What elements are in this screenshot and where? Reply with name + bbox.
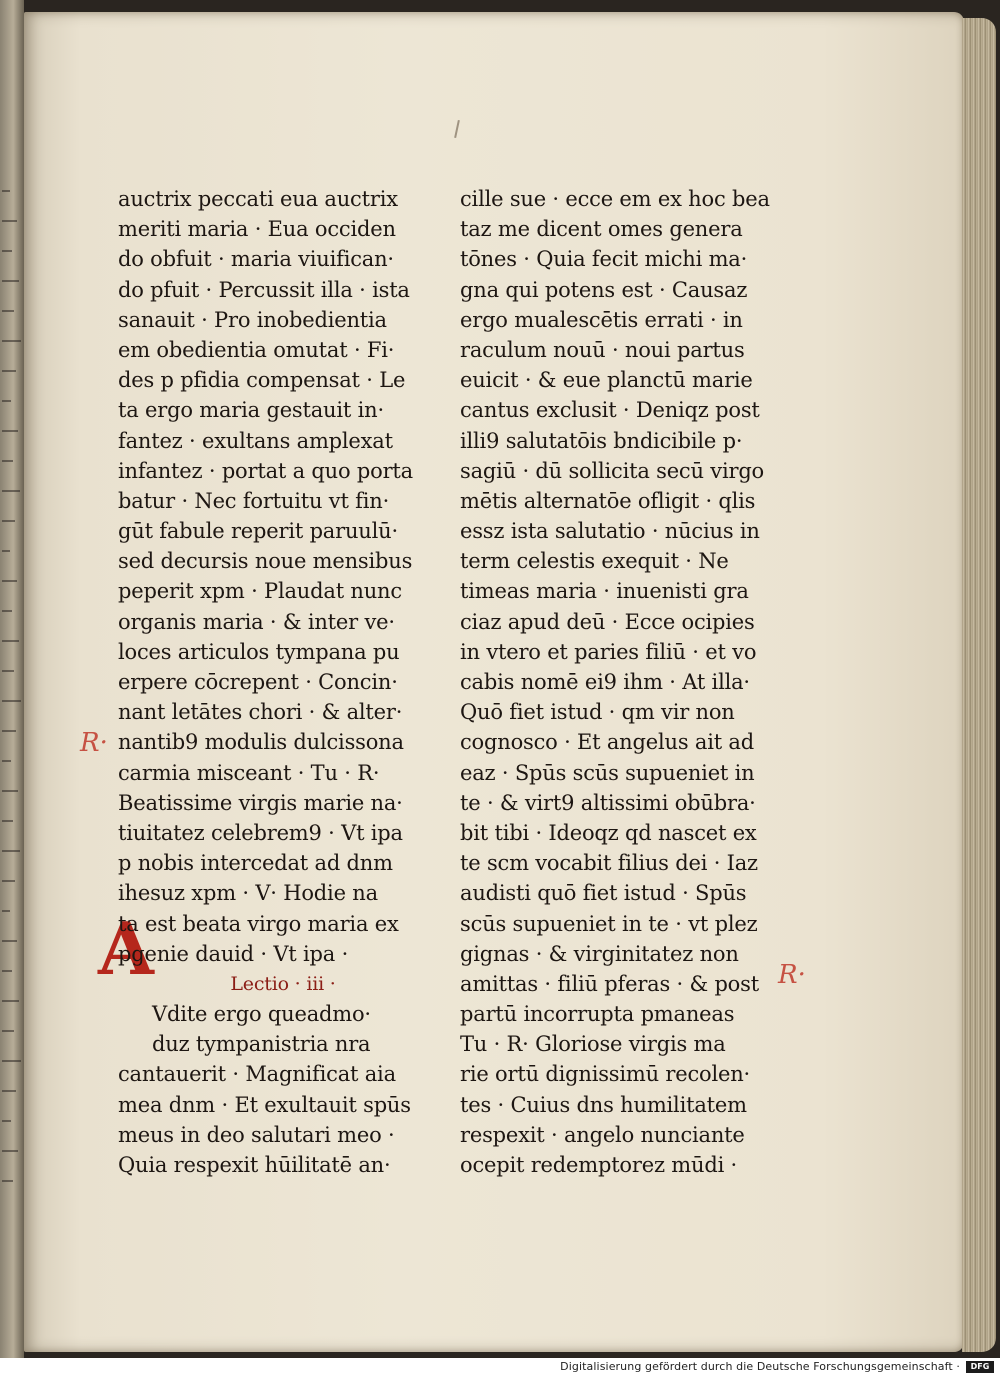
- text-line: gūt fabule reperit paruulū·: [118, 519, 398, 544]
- facing-page-text-stub: [2, 460, 13, 462]
- facing-page-text-stub: [2, 190, 10, 192]
- text-line: cognosco · Et angelus ait ad: [460, 730, 754, 755]
- text-line: sanauit · Pro inobedientia: [118, 307, 387, 332]
- text-line: tōnes · Quia fecit michi ma·: [460, 247, 748, 272]
- text-line: term celestis exequit · Ne: [460, 549, 729, 574]
- text-line: tes · Cuius dns humilitatem: [460, 1092, 747, 1117]
- text-line: te scm vocabit filius dei · Iaz: [460, 851, 758, 876]
- text-line: taz me dicent omes genera: [460, 217, 743, 242]
- facing-page-edge: [0, 0, 24, 1358]
- text-line: tiuitatez celebrem9 · Vt ipa: [118, 820, 403, 845]
- facing-page-text-stub: [2, 340, 21, 342]
- text-line: peperit xpm · Plaudat nunc: [118, 579, 402, 604]
- facing-page-text-stub: [2, 1000, 19, 1002]
- text-line: auctrix peccati eua auctrix: [118, 187, 398, 211]
- left-margin-rubric-mark: R·: [80, 728, 108, 758]
- text-line: scūs supueniet in te · vt plez: [460, 911, 758, 936]
- text-line: eaz · Spūs scūs supueniet in: [460, 760, 755, 785]
- text-line: ocepit redemptorez mūdi ·: [460, 1153, 738, 1177]
- text-line: partū incorrupta pmaneas: [460, 1002, 735, 1027]
- text-line: sed decursis noue mensibus: [118, 549, 413, 574]
- facing-page-text-stub: [2, 910, 10, 912]
- right-text-column: [460, 184, 790, 1180]
- facing-page-text-stub: [2, 550, 10, 552]
- facing-page-text-stub: [2, 520, 15, 522]
- facing-page-text-stub: [2, 430, 18, 432]
- facing-page-text-stub: [2, 370, 16, 372]
- text-line: infantez · portat a quo porta: [118, 458, 413, 483]
- facing-page-text-stub: [2, 490, 20, 492]
- text-line: ihesuz xpm · V· Hodie na: [118, 881, 378, 906]
- text-line: carmia misceant · Tu · R·: [118, 760, 380, 785]
- text-line: nant letātes chori · & alter·: [118, 700, 403, 725]
- facing-page-text-stub: [2, 670, 14, 672]
- text-line: timeas maria · inuenisti gra: [460, 579, 749, 604]
- facing-page-text-stub: [2, 1120, 11, 1122]
- text-line: meus in deo salutari meo ·: [118, 1122, 395, 1147]
- facing-page-text-stub: [2, 610, 12, 612]
- text-line: Quō fiet istud · qm vir non: [460, 700, 735, 725]
- text-line: bit tibi · Ideoqz qd nascet ex: [460, 820, 757, 845]
- text-line: organis maria · & inter ve·: [118, 609, 395, 634]
- text-line: gignas · & virginitatez non: [460, 941, 739, 966]
- text-line: illi9 salutatōis bndicibile p·: [460, 428, 743, 453]
- text-line: cabis nomē ei9 ihm · At illa·: [460, 670, 750, 694]
- facing-page-text-stub: [2, 850, 20, 852]
- text-line: audisti quō fiet istud · Spūs: [460, 881, 747, 906]
- facing-page-text-stub: [2, 1060, 21, 1062]
- text-line: pgenie dauid · Vt ipa ·: [118, 941, 349, 966]
- facing-page-text-stub: [2, 1090, 16, 1092]
- text-line: cille sue · ecce em ex hoc bea: [460, 187, 770, 211]
- facing-page-text-stub: [2, 880, 15, 882]
- decorated-initial-letter: A: [98, 906, 154, 991]
- facing-page-text-stub: [2, 640, 19, 642]
- text-line: amittas · filiū pferas · & post: [460, 971, 759, 996]
- digitization-credit: Digitalisierung gefördert durch die Deutsche Forschungsgemeinschaft ·: [560, 1360, 960, 1373]
- facing-page-text-stub: [2, 580, 17, 582]
- facing-page-text-stub: [2, 940, 17, 942]
- lectio-heading: Lectio · iii ·: [230, 972, 336, 995]
- facing-page-text-stub: [2, 400, 11, 402]
- facing-page-text-stub: [2, 760, 11, 762]
- facing-page-text-stub: [2, 280, 19, 282]
- page-stack-edge: [962, 18, 996, 1352]
- facing-page-text-stub: [2, 250, 12, 252]
- text-line: Vdite ergo queadmo·: [152, 1002, 371, 1027]
- facing-page-text-stub: [2, 700, 21, 702]
- text-line: ta est beata virgo maria ex: [118, 911, 399, 936]
- text-line: respexit · angelo nunciante: [460, 1122, 745, 1147]
- facing-page-text-stub: [2, 1030, 14, 1032]
- text-line: Tu · R· Gloriose virgis ma: [460, 1032, 726, 1057]
- text-line: raculum nouū · noui partus: [460, 337, 745, 362]
- text-line: p nobis intercedat ad dnm: [118, 851, 393, 876]
- text-line: meriti maria · Eua occiden: [118, 217, 396, 242]
- text-line: ergo mualescētis errati · in: [460, 307, 743, 332]
- text-line: cantus exclusit · Deniqz post: [460, 398, 760, 423]
- text-line: ciaz apud deū · Ecce ocipies: [460, 609, 755, 634]
- facing-page-text-stub: [2, 220, 17, 222]
- text-line: sagiū · dū sollicita secū virgo: [460, 458, 765, 483]
- right-margin-rubric-mark: R·: [778, 960, 806, 990]
- text-line: do pfuit · Percussit illa · ista: [118, 277, 410, 302]
- text-line: Quia respexit hūilitatē an·: [118, 1153, 391, 1177]
- text-line: nantib9 modulis dulcissona: [118, 730, 404, 755]
- text-line: des p pfidia compensat · Le: [118, 368, 406, 393]
- text-line: batur · Nec fortuitu vt fin·: [118, 488, 390, 513]
- text-line: em obedientia omutat · Fi·: [118, 337, 395, 362]
- text-line: mētis alternatōe ofligit · qlis: [460, 488, 756, 513]
- facing-page-text-stub: [2, 820, 13, 822]
- text-line: Beatissime virgis marie na·: [118, 790, 403, 815]
- text-line: fantez · exultans amplexat: [118, 428, 393, 453]
- text-line: euicit · & eue planctū marie: [460, 368, 753, 393]
- text-line: loces articulos tympana pu: [118, 639, 400, 664]
- text-line: mea dnm · Et exultauit spūs: [118, 1092, 411, 1117]
- text-line: duz tympanistria nra: [152, 1032, 371, 1057]
- text-line: in vtero et paries filiū · et vo: [460, 639, 757, 664]
- facing-page-text-stub: [2, 310, 14, 312]
- footer-bar: [0, 1358, 1000, 1377]
- text-line: erpere cōcrepent · Concin·: [118, 670, 398, 694]
- text-line: te · & virt9 altissimi obūbra·: [460, 790, 756, 815]
- facing-page-text-stub: [2, 970, 12, 972]
- text-line: cantauerit · Magnificat aia: [118, 1062, 396, 1087]
- facing-page-text-stub: [2, 730, 16, 732]
- text-line: rie ortū dignissimū recolen·: [460, 1062, 751, 1087]
- facing-page-text-stub: [2, 790, 18, 792]
- text-line: ta ergo maria gestauit in·: [118, 398, 384, 423]
- text-line: do obfuit · maria viuifican·: [118, 247, 394, 272]
- text-line: essz ista salutatio · nūcius in: [460, 519, 760, 544]
- dfg-logo: DFG: [966, 1361, 994, 1373]
- left-text-column: [118, 184, 448, 1180]
- facing-page-text-stub: [2, 1180, 13, 1182]
- text-line: gna qui potens est · Causaz: [460, 277, 748, 302]
- facing-page-text-stub: [2, 1150, 18, 1152]
